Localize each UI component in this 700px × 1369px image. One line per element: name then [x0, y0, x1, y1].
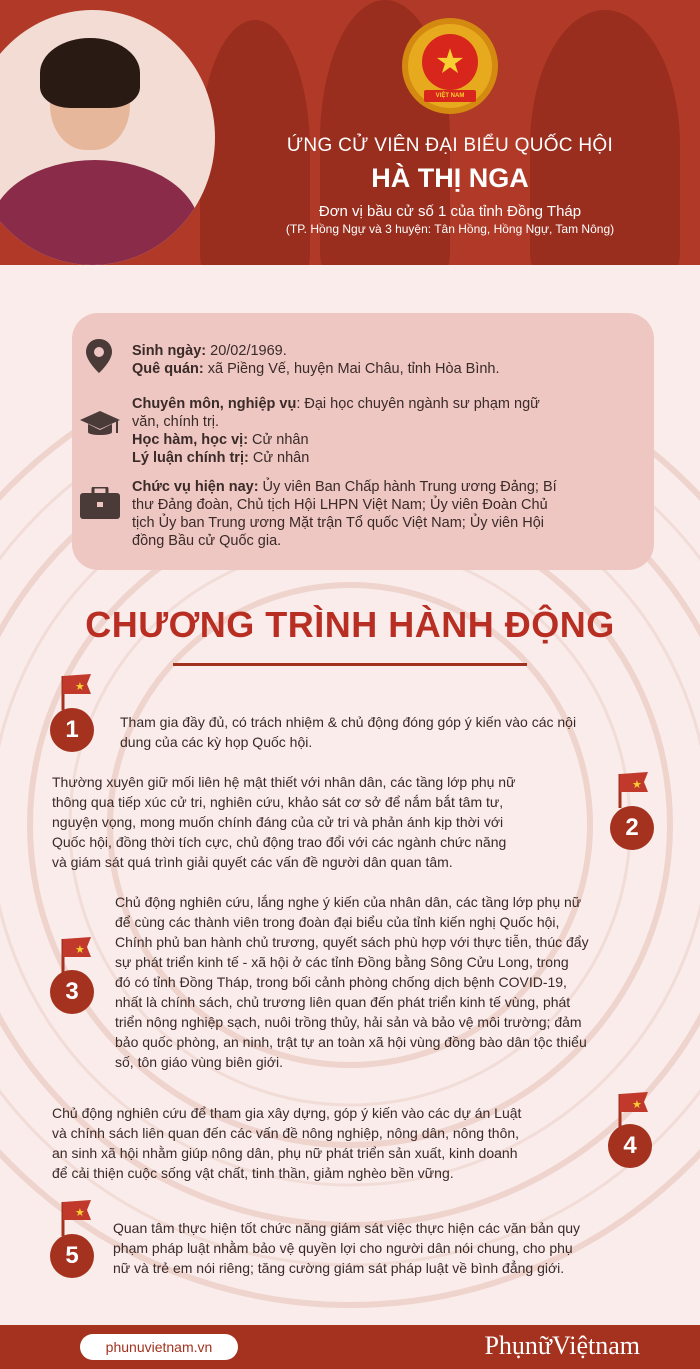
title-underline: [173, 663, 527, 666]
emblem-ribbon-text: VIỆT NAM: [435, 93, 465, 99]
major-value-1: : Đại học chuyên ngành sư phạm ngữ: [296, 396, 540, 412]
birth-value: 20/02/1969.: [206, 343, 287, 359]
item-2-line: Quốc hội, đồng thời tích cực, chủ động trao đổi với các ngành chức năng: [52, 834, 507, 850]
item-1-text: [120, 712, 652, 752]
theory-row: [132, 449, 309, 467]
item-2-line: nguyện vọng, mong muốn chính đáng của cử tri và phản ánh kịp thời với: [52, 814, 504, 830]
item-5-line: phạm pháp luật nhằm bảo vệ quyền lợi cho người dân nói chung, cho phụ: [113, 1240, 573, 1256]
item-2-line: thông qua tiếp xúc cử tri, nghiên cứu, khảo sát cơ sở để nắm bắt tâm tư,: [52, 794, 504, 810]
svg-text:★: ★: [75, 943, 85, 956]
item-3-line: số, tôn giáo vùng biên giới.: [115, 1054, 283, 1070]
degree-row: [132, 431, 309, 449]
item-2-text: [52, 772, 584, 872]
flag-icon: [55, 1198, 95, 1238]
position-label: Chức vụ hiện nay:: [132, 479, 259, 495]
item-number-5: 5: [50, 1234, 94, 1278]
constituency-unit: Đơn vị bầu cử số 1 của tỉnh Đồng Tháp: [318, 203, 582, 220]
svg-text:★: ★: [75, 680, 85, 693]
svg-text:★: ★: [632, 778, 642, 791]
item-3-line: triển nông nghiệp sạch, nuôi trồng thủy, hải sản và bảo vệ môi trường; đảm: [115, 1014, 582, 1030]
major-row: [132, 395, 540, 413]
item-2-line: Thường xuyên giữ mối liên hệ mật thiết với nhân dân, các tầng lớp phụ nữ: [52, 774, 516, 790]
item-3-line: nhất là chính sách, chủ trương liên quan đến phát triển kinh tế vùng, phát: [115, 994, 571, 1010]
brand-logo: PhụnữViệtnam: [484, 1331, 640, 1360]
item-3-line: Chủ động nghiên cứu, lắng nghe ý kiến của nhân dân, các tầng lớp phụ nữ: [115, 894, 582, 910]
flag-icon: [55, 672, 95, 712]
national-emblem-icon: [402, 18, 498, 114]
candidate-name: HÀ THỊ NGA: [371, 163, 529, 193]
item-3-line: để cùng các thành viên trong đoàn đại biểu của tỉnh kiến nghị Quốc hội,: [115, 914, 560, 930]
item-5-line: nữ và trẻ em nói riêng; tăng cường giám sát pháp luật về bình đẳng giới.: [113, 1260, 565, 1276]
position-row-2: thư Đảng đoàn, Chủ tịch Hội LHPN Việt Nam; Ủy viên Đoàn Chủ: [132, 497, 548, 513]
emblem-ribbon: [424, 90, 476, 102]
emblem-star-icon: ★: [434, 43, 466, 81]
item-4-text: [52, 1103, 584, 1183]
birth-label: Sinh ngày:: [132, 343, 207, 359]
graduation-cap-icon: [80, 409, 120, 439]
item-5-text: [113, 1218, 647, 1278]
briefcase-icon: [80, 487, 120, 519]
portrait-dress: [0, 160, 200, 265]
portrait-hair: [40, 38, 140, 108]
item-1-line: dung của các kỳ họp Quốc hội.: [120, 734, 313, 750]
major-row-cont: văn, chính trị.: [132, 414, 220, 430]
action-program-title: CHƯƠNG TRÌNH HÀNH ĐỘNG: [85, 604, 615, 645]
header-subtitle: ỨNG CỬ VIÊN ĐẠI BIỂU QUỐC HỘI: [286, 135, 614, 156]
item-4-line: và chính sách liên quan đến các vấn đề nông nghiệp, nông dân, nông thôn,: [52, 1125, 520, 1141]
emblem-red-disc: [422, 34, 478, 90]
theory-value: Cử nhân: [248, 450, 310, 466]
hometown-row: [132, 360, 500, 378]
birth-row: [132, 342, 287, 360]
item-3-line: sự phát triển kinh tế - xã hội ở các tỉnh Đồng bằng Sông Cửu Long, trong: [115, 954, 569, 970]
flag-icon: [55, 935, 95, 975]
website-link[interactable]: phunuvietnam.vn: [80, 1334, 238, 1360]
item-3-line: Chính phủ ban hành chủ trương, quyết sách phù hợp với thực tiễn, thúc đẩy: [115, 934, 589, 950]
item-5-line: Quan tâm thực hiện tốt chức năng giám sát việc thực hiện các văn bản quy: [113, 1220, 581, 1236]
item-3-text: [115, 892, 647, 1072]
footer-bar: [0, 1325, 700, 1369]
flag-icon: [612, 770, 652, 810]
item-3-line: đó có tỉnh Đồng Tháp, trong bối cảnh phòng chống dịch bệnh COVID-19,: [115, 974, 567, 990]
item-2-line: và giám sát quá trình giải quyết các vấn đề người dân quan tâm.: [52, 854, 453, 870]
candidate-info-card: [72, 313, 654, 570]
position-row-3: tịch Ủy ban Trung ương Mặt trận Tổ quốc Việt Nam; Ủy viên Hội: [132, 515, 544, 531]
position-row: [132, 478, 557, 496]
item-1-line: Tham gia đầy đủ, có trách nhiệm & chủ động đóng góp ý kiến vào các nội: [120, 714, 577, 730]
major-label: Chuyên môn, nghiệp vụ: [132, 396, 297, 412]
position-value-1: Ủy viên Ban Chấp hành Trung ương Đảng; Bí: [258, 479, 557, 495]
constituency-area: (TP. Hồng Ngự và 3 huyện: Tân Hồng, Hồng Ngự, Tam Nông): [285, 222, 615, 236]
location-pin-icon: [86, 339, 112, 373]
svg-text:★: ★: [632, 1098, 642, 1111]
position-row-4: đồng Bầu cử Quốc gia.: [132, 533, 282, 549]
hometown-label: Quê quán:: [132, 361, 204, 377]
item-number-4: 4: [608, 1124, 652, 1168]
theory-label: Lý luận chính trị:: [132, 450, 249, 466]
item-number-1: 1: [50, 708, 94, 752]
item-4-line: để cải thiện cuộc sống vật chất, tinh thần, giảm nghèo bền vững.: [52, 1165, 454, 1181]
item-number-2: 2: [610, 806, 654, 850]
hometown-value: xã Piềng Vế, huyện Mai Châu, tỉnh Hòa Bình.: [203, 361, 500, 377]
item-3-line: bảo quốc phòng, an ninh, trật tự an toàn xã hội vùng đồng bào dân tộc thiểu: [115, 1034, 587, 1050]
header-banner: [0, 0, 700, 265]
degree-value: Cử nhân: [248, 432, 309, 448]
svg-text:★: ★: [75, 1206, 85, 1219]
item-4-line: Chủ động nghiên cứu để tham gia xây dựng, góp ý kiến vào các dự án Luật: [52, 1105, 522, 1121]
item-4-line: an sinh xã hội nhằm giúp nông dân, phụ nữ phát triển sản xuất, kinh doanh: [52, 1145, 518, 1161]
item-number-3: 3: [50, 970, 94, 1014]
candidate-portrait: [0, 10, 215, 265]
degree-label: Học hàm, học vị:: [132, 432, 249, 448]
